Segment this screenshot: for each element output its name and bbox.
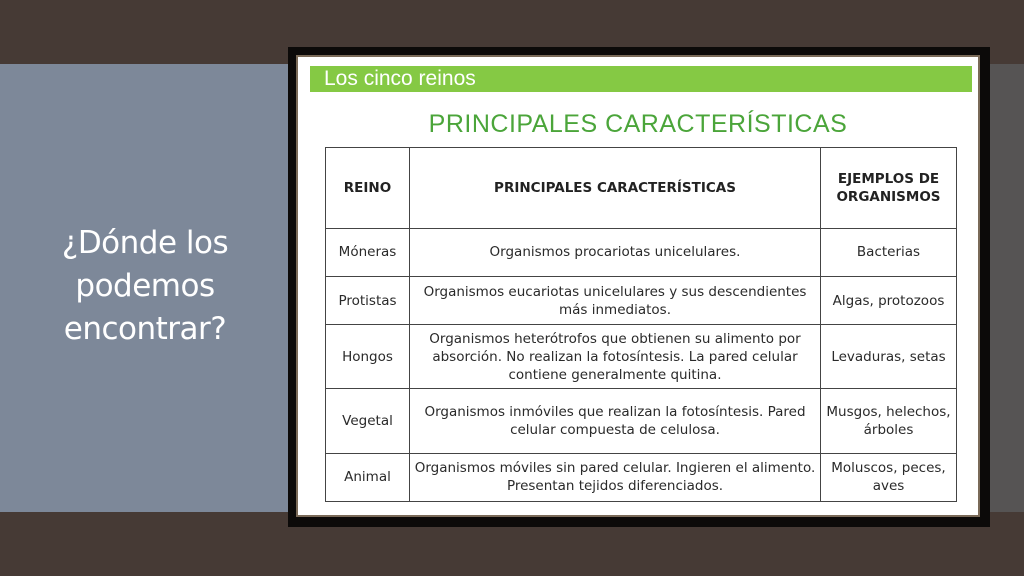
cell-ejemplos: Levaduras, setas: [821, 325, 957, 389]
header-reino: REINO: [326, 148, 410, 229]
banner-title: Los cinco reinos: [324, 67, 476, 90]
cell-ejemplos: Bacterias: [821, 228, 957, 276]
table-row: [326, 277, 957, 325]
slide-title: ¿Dónde los podemos encontrar?: [61, 225, 229, 347]
cell-ejemplos: Moluscos, peces, aves: [821, 453, 957, 501]
table-row: [326, 389, 957, 454]
image-heading: PRINCIPALES CARACTERÍSTICAS: [428, 110, 848, 138]
cell-reino: Vegetal: [326, 389, 410, 454]
table-row: [326, 453, 957, 501]
cell-reino: Móneras: [326, 228, 410, 276]
table-row: [326, 228, 957, 276]
banner-bar: [310, 66, 972, 92]
cell-reino: Animal: [326, 453, 410, 501]
cell-caracteristicas: Organismos inmóviles que realizan la fotosíntesis. Pared celular compuesta de celulosa.: [410, 389, 821, 454]
kingdoms-image: [302, 60, 974, 511]
cell-caracteristicas: Organismos eucariotas unicelulares y sus descendientes más inmediatos.: [410, 277, 821, 325]
cell-caracteristicas: Organismos móviles sin pared celular. Ingieren el alimento. Presentan tejidos diferenciados.: [410, 453, 821, 501]
cell-ejemplos: Algas, protozoos: [821, 277, 957, 325]
header-caracteristicas: PRINCIPALES CARACTERÍSTICAS: [410, 148, 821, 229]
cell-ejemplos: Musgos, helechos, árboles: [821, 389, 957, 454]
table-row: [326, 325, 957, 389]
header-ejemplos: EJEMPLOS DE ORGANISMOS: [821, 148, 957, 229]
cell-caracteristicas: Organismos procariotas unicelulares.: [410, 228, 821, 276]
cell-reino: Hongos: [326, 325, 410, 389]
cell-caracteristicas: Organismos heterótrofos que obtienen su alimento por absorción. No realizan la fotosíntesis. La pared celular contiene generalmente quitina.: [410, 325, 821, 389]
kingdoms-table: [325, 147, 957, 502]
cell-reino: Protistas: [326, 277, 410, 325]
table-header-row: [326, 148, 957, 229]
